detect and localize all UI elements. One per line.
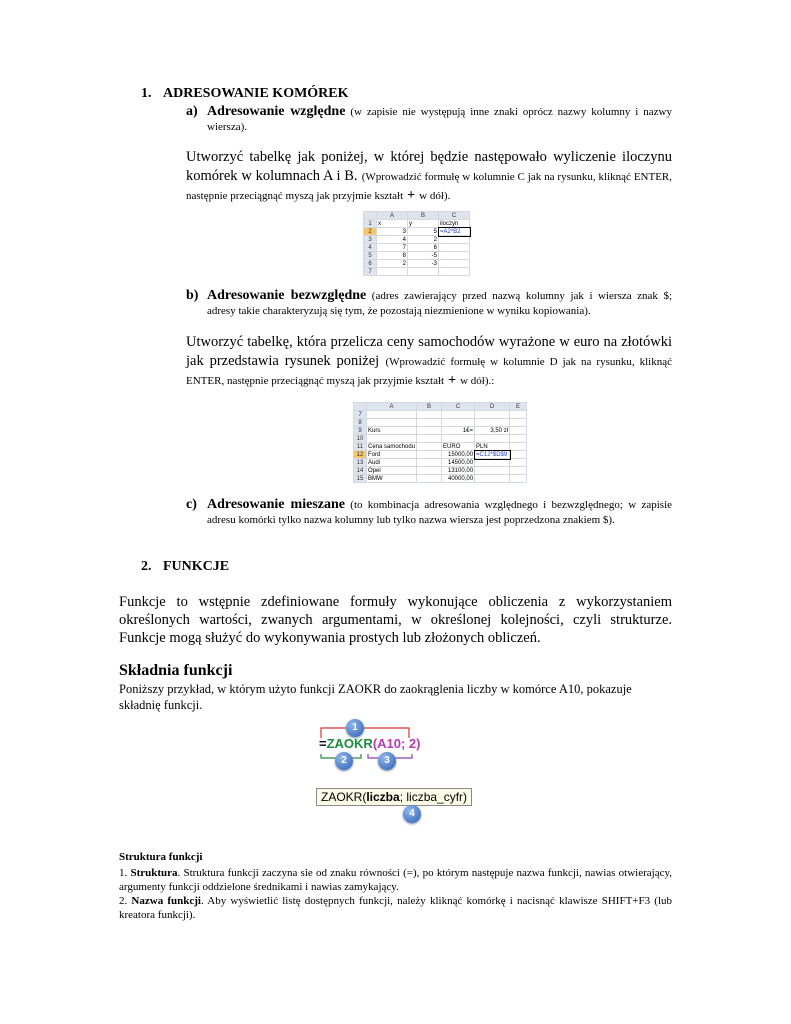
cell[interactable] <box>439 260 470 268</box>
item-a-instruction <box>186 148 672 204</box>
table-row <box>364 268 470 276</box>
syntax-diagram <box>312 716 482 826</box>
section-1-heading <box>141 86 349 102</box>
row-header[interactable]: 5 <box>364 252 377 260</box>
cell[interactable] <box>367 419 417 427</box>
cell[interactable] <box>439 244 470 252</box>
tooltip-current-argument: liczba <box>366 790 400 804</box>
cell[interactable]: 5 <box>408 228 439 236</box>
column-header[interactable]: D <box>475 403 510 411</box>
cell[interactable] <box>475 475 510 483</box>
row-header[interactable]: 1 <box>364 220 377 228</box>
table-row <box>364 252 470 260</box>
section-2-number: 2. <box>141 559 152 574</box>
cell[interactable]: 13100,00 <box>442 467 475 475</box>
cell[interactable]: 7 <box>377 244 408 252</box>
item-a-instruction-small: (Wprowadzić formułę w kolumnie C jak na rysunku, kliknąć ENTER, następnie przeciągnąć myszą jak przyjmie kształt <box>186 171 673 202</box>
cell[interactable] <box>442 411 475 419</box>
table-row <box>364 244 470 252</box>
section-2-heading <box>141 559 229 575</box>
row-header[interactable]: 8 <box>354 419 367 427</box>
cell[interactable] <box>417 419 442 427</box>
cell[interactable] <box>439 252 470 260</box>
cell[interactable]: Audi <box>367 459 417 467</box>
spreadsheet-table <box>353 402 527 483</box>
cell[interactable]: 2 <box>408 236 439 244</box>
item-a-title: Adresowanie względne <box>207 104 346 119</box>
cell[interactable]: EURO <box>442 443 475 451</box>
cell[interactable]: 40000,00 <box>442 475 475 483</box>
item-a <box>186 104 672 135</box>
item-b-instruction-end: w dół).: <box>460 375 495 387</box>
cell[interactable] <box>417 467 442 475</box>
syntax-heading: Składnia funkcji <box>119 662 233 679</box>
cell[interactable]: 14500,00 <box>442 459 475 467</box>
cell[interactable] <box>475 411 510 419</box>
table-row <box>354 451 527 459</box>
spreadsheet-absolute <box>353 402 527 483</box>
section-2-title: FUNKCJE <box>163 559 230 574</box>
cell[interactable] <box>367 435 417 443</box>
cell[interactable] <box>510 427 527 435</box>
section-1-number: 1. <box>141 86 152 101</box>
badge-2-icon: 2 <box>335 752 353 770</box>
table-row <box>354 459 527 467</box>
table-row <box>364 228 470 236</box>
structure-item-1-term: Struktura <box>130 867 178 879</box>
cell[interactable] <box>510 411 527 419</box>
structure-item-2-text: . Aby wyświetlić listę dostępnych funkcji, należy kliknąć komórkę i nacisnąć klawisze SHIFT+F3 (lub kreatora funkcji). <box>119 895 672 921</box>
badge-3-icon: 3 <box>378 752 396 770</box>
plus-cursor-icon: + <box>448 373 457 388</box>
cell[interactable] <box>417 435 442 443</box>
column-header[interactable]: A <box>367 403 417 411</box>
cell[interactable]: 3,50 zł <box>475 427 510 435</box>
badge-1-icon: 1 <box>346 719 364 737</box>
item-a-label: a) <box>186 104 198 119</box>
formula-arguments: (A10; 2) <box>372 736 421 751</box>
cell[interactable]: -3 <box>408 260 439 268</box>
tooltip-function: ZAOKR( <box>321 790 367 804</box>
cell[interactable] <box>510 435 527 443</box>
row-header[interactable]: 15 <box>354 475 367 483</box>
cell[interactable]: Cena samochodu <box>368 443 416 450</box>
row-header[interactable]: 13 <box>354 459 367 467</box>
cell[interactable] <box>510 451 527 459</box>
item-b-note: (adres zawierający przed nazwą kolumny jak i wiersza znak $; adresy takie charakteryzują się tym, że pozostają niezmienione w wyniku kopiowania). <box>207 290 673 317</box>
function-tooltip <box>316 788 472 806</box>
syntax-brackets <box>312 716 482 826</box>
cell[interactable] <box>510 419 527 427</box>
item-a-instruction-main: Utworzyć tabelkę jak poniżej, w której będzie następowało wyliczenie iloczynu komórek w kolumnach A i B. <box>186 149 672 184</box>
functions-intro: Funkcje to wstępnie zdefiniowane formuły wykonujące obliczenia z wykorzystaniem określonych wartości, zwanych argumentami, w określonej kolejności, czyli strukturze. Funkcje mogą służyć do wykonywania prostych lub złożonych obliczeń. <box>119 594 672 646</box>
column-header[interactable] <box>364 212 377 220</box>
item-a-instruction-end: w dół). <box>419 190 451 202</box>
cell[interactable]: 6 <box>408 244 439 252</box>
column-header[interactable]: A <box>377 212 408 220</box>
item-b-instruction <box>186 333 672 389</box>
syntax-text: Poniższy przykład, w którym użyto funkcji ZAOKR do zaokrąglenia liczby w komórce A10, pokazuje składnię funkcji. <box>119 682 632 712</box>
cell[interactable]: -5 <box>408 252 439 260</box>
table-row <box>354 411 527 419</box>
cell[interactable]: x <box>377 220 408 228</box>
cell[interactable] <box>510 443 527 451</box>
cell[interactable] <box>417 411 442 419</box>
structure-item-1-number: 1. <box>119 867 128 879</box>
row-header[interactable]: 7 <box>364 268 377 276</box>
row-header[interactable]: 4 <box>364 244 377 252</box>
table-row <box>354 467 527 475</box>
cell[interactable]: y <box>408 220 439 228</box>
item-c-title: Adresowanie mieszane <box>207 497 345 512</box>
cell[interactable] <box>475 435 510 443</box>
column-header[interactable] <box>354 403 367 411</box>
cell[interactable] <box>367 411 417 419</box>
cell[interactable]: 1€= <box>442 427 475 435</box>
column-header[interactable]: C <box>442 403 475 411</box>
column-header[interactable]: E <box>510 403 527 411</box>
column-header[interactable]: B <box>408 212 439 220</box>
cell[interactable] <box>417 443 442 451</box>
table-row <box>364 236 470 244</box>
cell[interactable]: BMW <box>367 475 417 483</box>
cell[interactable] <box>439 236 470 244</box>
cell[interactable]: =A2*B2 <box>439 228 470 236</box>
cell[interactable] <box>377 268 408 276</box>
item-b-instruction-main: Utworzyć tabelkę, która przelicza ceny samochodów wyrażone w euro na złotówki jak przedstawia rysunek poniżej <box>186 334 672 369</box>
structure-item-1 <box>119 866 672 894</box>
cell[interactable]: Opel <box>367 467 417 475</box>
cell[interactable]: iloczyn <box>439 220 470 228</box>
spreadsheet-table <box>363 211 470 276</box>
cell[interactable] <box>510 475 527 483</box>
column-header[interactable]: C <box>439 212 470 220</box>
cell[interactable] <box>510 459 527 467</box>
table-row <box>354 475 527 483</box>
cell[interactable]: 3 <box>377 228 408 236</box>
cell[interactable]: Ford <box>367 451 417 459</box>
table-row <box>364 260 470 268</box>
table-row <box>354 443 527 451</box>
formula-equals: = <box>319 736 327 751</box>
structure-item-2 <box>119 894 672 922</box>
structure-item-2-number: 2. <box>119 895 128 907</box>
row-header[interactable]: 11 <box>354 443 367 451</box>
cell[interactable] <box>510 467 527 475</box>
cell[interactable]: 2 <box>377 260 408 268</box>
plus-cursor-icon: + <box>407 188 416 203</box>
item-b-instruction-small: (Wprowadzić formułę w kolumnie D jak na rysunku, kliknąć ENTER, następnie przeciągnąć myszą jak przyjmie kształt <box>186 356 673 387</box>
table-row <box>354 419 527 427</box>
column-header[interactable]: B <box>417 403 442 411</box>
item-b-label: b) <box>186 288 199 303</box>
section-1-title: ADRESOWANIE KOMÓREK <box>163 86 349 101</box>
cell[interactable] <box>475 419 510 427</box>
cell[interactable] <box>417 459 442 467</box>
row-header[interactable]: 3 <box>364 236 377 244</box>
badge-4-icon: 4 <box>403 805 421 823</box>
row-header[interactable]: 6 <box>364 260 377 268</box>
table-row <box>354 435 527 443</box>
row-header[interactable]: 10 <box>354 435 367 443</box>
cell[interactable] <box>408 268 439 276</box>
item-b <box>186 288 672 319</box>
cell[interactable] <box>439 268 470 276</box>
cell[interactable]: 4 <box>377 236 408 244</box>
cell[interactable] <box>417 451 442 459</box>
structure-item-1-text: . Struktura funkcji zaczyna sie od znaku równości (=), po którym następuje nazwa funkcji, nawias otwierający, argumenty funkcji oddzielone średnikami i nawias zamykający. <box>119 867 672 893</box>
column-header-row <box>354 403 527 411</box>
cell[interactable]: PLN <box>475 443 510 451</box>
cell[interactable] <box>442 419 475 427</box>
row-header[interactable]: 14 <box>354 467 367 475</box>
spreadsheet-relative <box>363 211 470 276</box>
item-b-title: Adresowanie bezwzględne <box>207 288 367 303</box>
table-row <box>354 427 527 435</box>
structure-heading: Struktura funkcji <box>119 851 203 863</box>
tooltip-rest: ; liczba_cyfr) <box>399 790 468 804</box>
cell[interactable] <box>417 475 442 483</box>
cell[interactable]: =C12*$D$9 <box>475 451 510 459</box>
row-header[interactable]: 7 <box>354 411 367 419</box>
formula-function-name: ZAOKR <box>326 736 373 751</box>
cell[interactable] <box>442 435 475 443</box>
item-c-label: c) <box>186 497 197 512</box>
cell[interactable]: 8 <box>377 252 408 260</box>
item-a-note: (w zapisie nie występują inne znaki oprócz nazwy kolumny i nazwy wiersza). <box>207 106 672 133</box>
row-header[interactable]: 12 <box>354 451 367 459</box>
row-header[interactable]: 2 <box>364 228 377 236</box>
cell[interactable] <box>475 467 510 475</box>
cell[interactable]: Kurs <box>367 427 417 435</box>
item-c <box>186 497 672 528</box>
cell[interactable] <box>417 427 442 435</box>
cell[interactable] <box>475 459 510 467</box>
row-header[interactable]: 9 <box>354 427 367 435</box>
structure-item-2-term: Nazwa funkcji <box>131 895 201 907</box>
formula <box>319 736 421 751</box>
item-c-note: (to kombinacja adresowania względnego i bezwzględnego; w zapisie adresu komórki tylko nazwa kolumny lub tylko nazwa wiersza jest poprzedzona znakiem $). <box>207 499 673 526</box>
table-row <box>364 220 470 228</box>
column-header-row <box>364 212 470 220</box>
cell[interactable]: 15000,00 <box>442 451 475 459</box>
